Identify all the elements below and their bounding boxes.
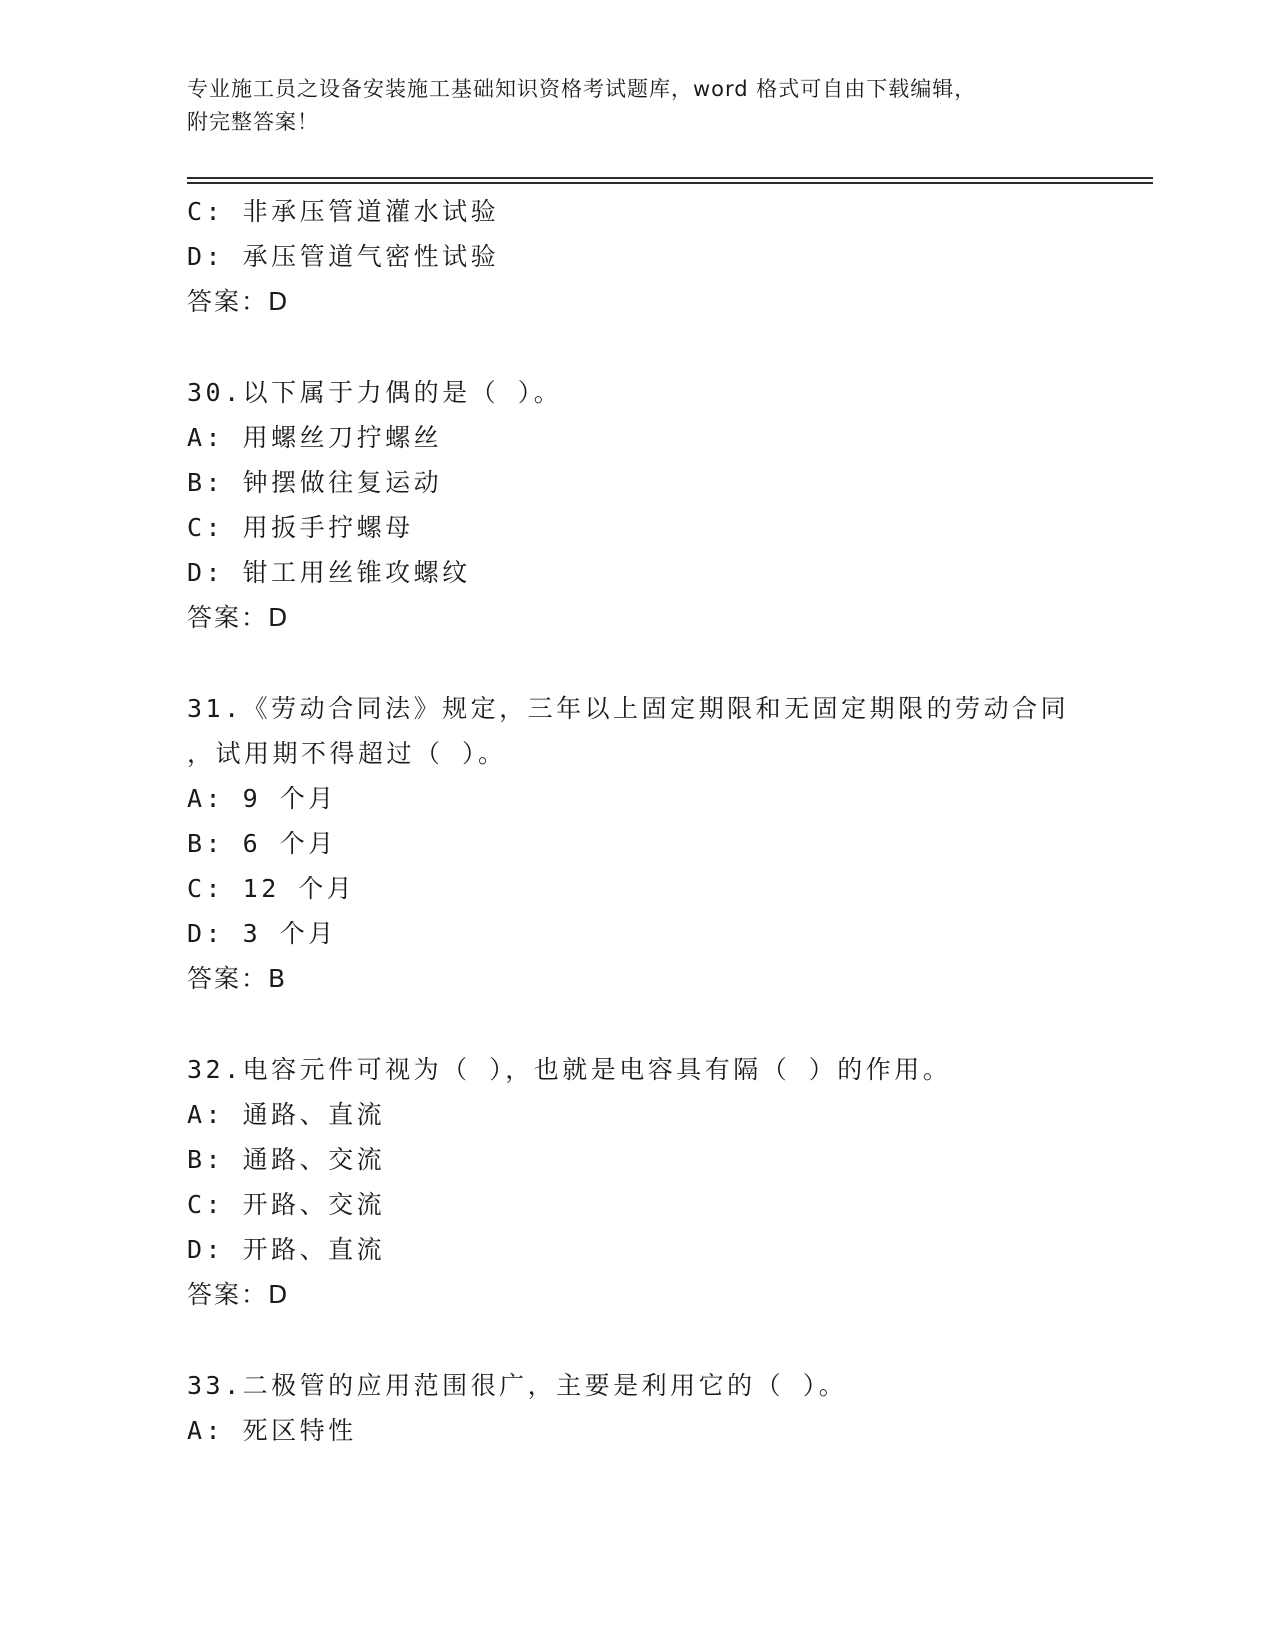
answer-line: 答案：D (187, 287, 290, 316)
option-b: B: 钟摆做往复运动 (187, 468, 443, 497)
option-d: D: 钳工用丝锥攻螺纹 (187, 558, 471, 587)
option-c: C: 12 个月 (187, 874, 356, 903)
question-32-stem: 32.电容元件可视为（ ），也就是电容具有隔（ ）的作用。 (187, 1055, 952, 1084)
option-c: C: 非承压管道灌水试验 (187, 197, 500, 226)
option-a: A: 用螺丝刀拧螺丝 (187, 423, 443, 452)
question-33-stem: 33.二极管的应用范围很广，主要是利用它的（ ）。 (187, 1371, 848, 1400)
answer-line: 答案：D (187, 1280, 290, 1309)
header-line-2: 附完整答案！ (187, 110, 319, 134)
question-list (187, 189, 1087, 1453)
header-rule-bottom (187, 182, 1153, 184)
document-header (187, 73, 1067, 139)
option-d: D: 开路、直流 (187, 1235, 386, 1264)
question-31-stem: 31.《劳动合同法》规定，三年以上固定期限和无固定期限的劳动合同 (187, 694, 1070, 723)
option-d: D: 3 个月 (187, 919, 337, 948)
option-c: C: 开路、交流 (187, 1190, 386, 1219)
answer-line: 答案：D (187, 603, 290, 632)
option-a: A: 死区特性 (187, 1416, 357, 1445)
question-30-stem: 30.以下属于力偶的是（ ）。 (187, 378, 563, 407)
option-a: A: 9 个月 (187, 784, 337, 813)
option-b: B: 通路、交流 (187, 1145, 386, 1174)
question-31-stem-cont: ，试用期不得超过（ ）。 (187, 739, 507, 768)
answer-line: 答案：B (187, 964, 288, 993)
header-line-1: 专业施工员之设备安装施工基础知识资格考试题库，word 格式可自由下载编辑， (187, 77, 977, 101)
option-c: C: 用扳手拧螺母 (187, 513, 414, 542)
option-d: D: 承压管道气密性试验 (187, 242, 500, 271)
option-b: B: 6 个月 (187, 829, 337, 858)
header-rule-top (187, 177, 1153, 179)
option-a: A: 通路、直流 (187, 1100, 386, 1129)
